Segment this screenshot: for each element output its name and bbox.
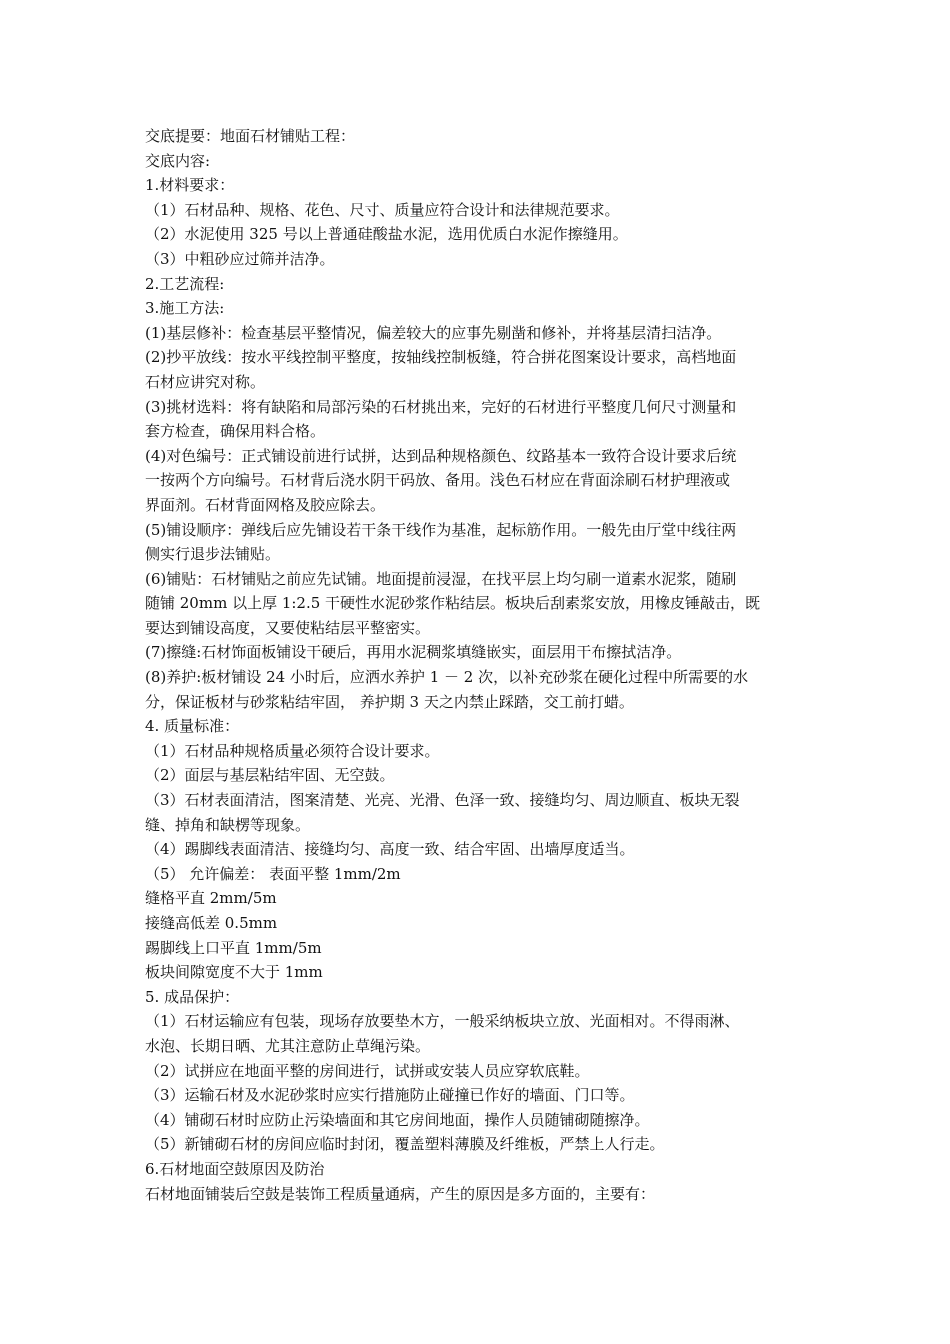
text-line: （3）中粗砂应过筛并洁净。 bbox=[145, 249, 335, 268]
text-line: 一按两个方向编号。石材背后浇水阴干码放、备用。浅色石材应在背面涂刷石材护理液或 bbox=[145, 471, 731, 490]
section-heading-materials: 1.材料要求： bbox=[145, 176, 235, 195]
text-line: （3）运输石材及水泥砂浆时应实行措施防止碰撞已作好的墙面、门口等。 bbox=[145, 1086, 635, 1105]
text-line: （3）石材表面清洁，图案清楚、光亮、光滑、色泽一致、接缝均匀、周边顺直、板块无裂 bbox=[145, 791, 740, 810]
text-line: (4)对色编号：正式铺设前进行试拼，达到品种规格颜色、纹路基本一致符合设计要求后统 bbox=[145, 446, 737, 465]
text-line: (6)铺贴：石材铺贴之前应先试铺。地面提前浸湿，在找平层上均匀刷一道素水泥浆，随刷 bbox=[145, 569, 737, 588]
text-line: 板块间隙宽度不大于 1mm bbox=[145, 963, 323, 982]
section-heading-hollowing: 6.石材地面空鼓原因及防治 bbox=[145, 1159, 325, 1178]
text-line: （1）石材运输应有包装，现场存放要垫木方，一般采纳板块立放、光面相对。不得雨淋、 bbox=[145, 1012, 740, 1031]
doc-title: 交底提要：地面石材铺贴工程： bbox=[145, 127, 356, 145]
text-line: 接缝高低差 0.5mm bbox=[145, 914, 278, 932]
text-line: (8)养护:板材铺设 24 小时后，应洒水养护 1 － 2 次，以补充砂浆在硬化过程中所需要的水 bbox=[145, 668, 749, 687]
text-line: 缝格平直 2mm/5m bbox=[145, 889, 277, 908]
text-line: 石材地面铺装后空鼓是装饰工程质量通病，产生的原因是多方面的，主要有： bbox=[145, 1184, 656, 1203]
text-line: (2)抄平放线：按水平线控制平整度，按轴线控制板缝，符合拼花图案设计要求，高档地面 bbox=[145, 348, 737, 367]
text-line: 要达到铺设高度，又要使粘结层平整密实。 bbox=[145, 618, 431, 637]
text-line: 侧实行退步法铺贴。 bbox=[145, 545, 281, 564]
text-line: 随铺 20mm 以上厚 1:2.5 干硬性水泥砂浆作粘结层。板块后刮素浆安放，用橡皮锤敲击，既 bbox=[145, 594, 761, 613]
text-line: （2）面层与基层粘结牢固、无空鼓。 bbox=[145, 766, 395, 785]
document-body bbox=[145, 124, 810, 1206]
text-line: 界面剂。石材背面网格及胶应除去。 bbox=[145, 495, 386, 514]
text-line: 踢脚线上口平直 1mm/5m bbox=[145, 938, 322, 957]
text-line: 分，保证板材与砂浆粘结牢固， 养护期 3 天之内禁止踩踏，交工前打蜡。 bbox=[145, 692, 634, 711]
content-heading: 交底内容: bbox=[145, 151, 211, 170]
section-heading-method: 3.施工方法: bbox=[145, 299, 225, 318]
section-heading-process: 2.工艺流程: bbox=[145, 274, 225, 293]
text-line: （2）水泥使用 325 号以上普通硅酸盐水泥，选用优质白水泥作擦缝用。 bbox=[145, 225, 628, 244]
section-heading-quality: 4. 质量标准： bbox=[145, 717, 240, 736]
text-line: (3)挑材选料：将有缺陷和局部污染的石材挑出来，完好的石材进行平整度几何尺寸测量和 bbox=[145, 397, 737, 416]
text-line: 水泡、长期日晒、尤其注意防止草绳污染。 bbox=[145, 1036, 431, 1055]
text-line: （4）踢脚线表面清洁、接缝均匀、高度一致、结合牢固、出墙厚度适当。 bbox=[145, 840, 635, 859]
text-line: （4）铺砌石材时应防止污染墙面和其它房间地面，操作人员随铺砌随擦净。 bbox=[145, 1110, 650, 1129]
text-line: 缝、掉角和缺楞等现象。 bbox=[145, 815, 311, 834]
text-line: (7)擦缝:石材饰面板铺设干硬后，再用水泥稠浆填缝嵌实，面层用干布擦拭洁净。 bbox=[145, 643, 682, 662]
text-line: （2）试拼应在地面平整的房间进行，试拼或安装人员应穿软底鞋。 bbox=[145, 1061, 590, 1080]
text-line: (5)铺设顺序：弹线后应先铺设若干条干线作为基准，起标筋作用。一般先由厅堂中线往两 bbox=[145, 520, 737, 539]
text-line: （1）石材品种规格质量必须符合设计要求。 bbox=[145, 741, 440, 760]
text-line: （1）石材品种、规格、花色、尺寸、质量应符合设计和法律规范要求。 bbox=[145, 200, 620, 219]
text-line: (1)基层修补：检查基层平整情况，偏差较大的应事先剔凿和修补，并将基层清扫洁净。 bbox=[145, 323, 722, 342]
text-line: （5） 允许偏差： 表面平整 1mm/2m bbox=[145, 864, 401, 883]
section-heading-protection: 5. 成品保护： bbox=[145, 987, 240, 1006]
text-line: （5）新铺砌石材的房间应临时封闭，覆盖塑料薄膜及纤维板，严禁上人行走。 bbox=[145, 1135, 665, 1154]
text-line: 石材应讲究对称。 bbox=[145, 372, 266, 391]
text-line: 套方检查，确保用料合格。 bbox=[145, 422, 326, 441]
